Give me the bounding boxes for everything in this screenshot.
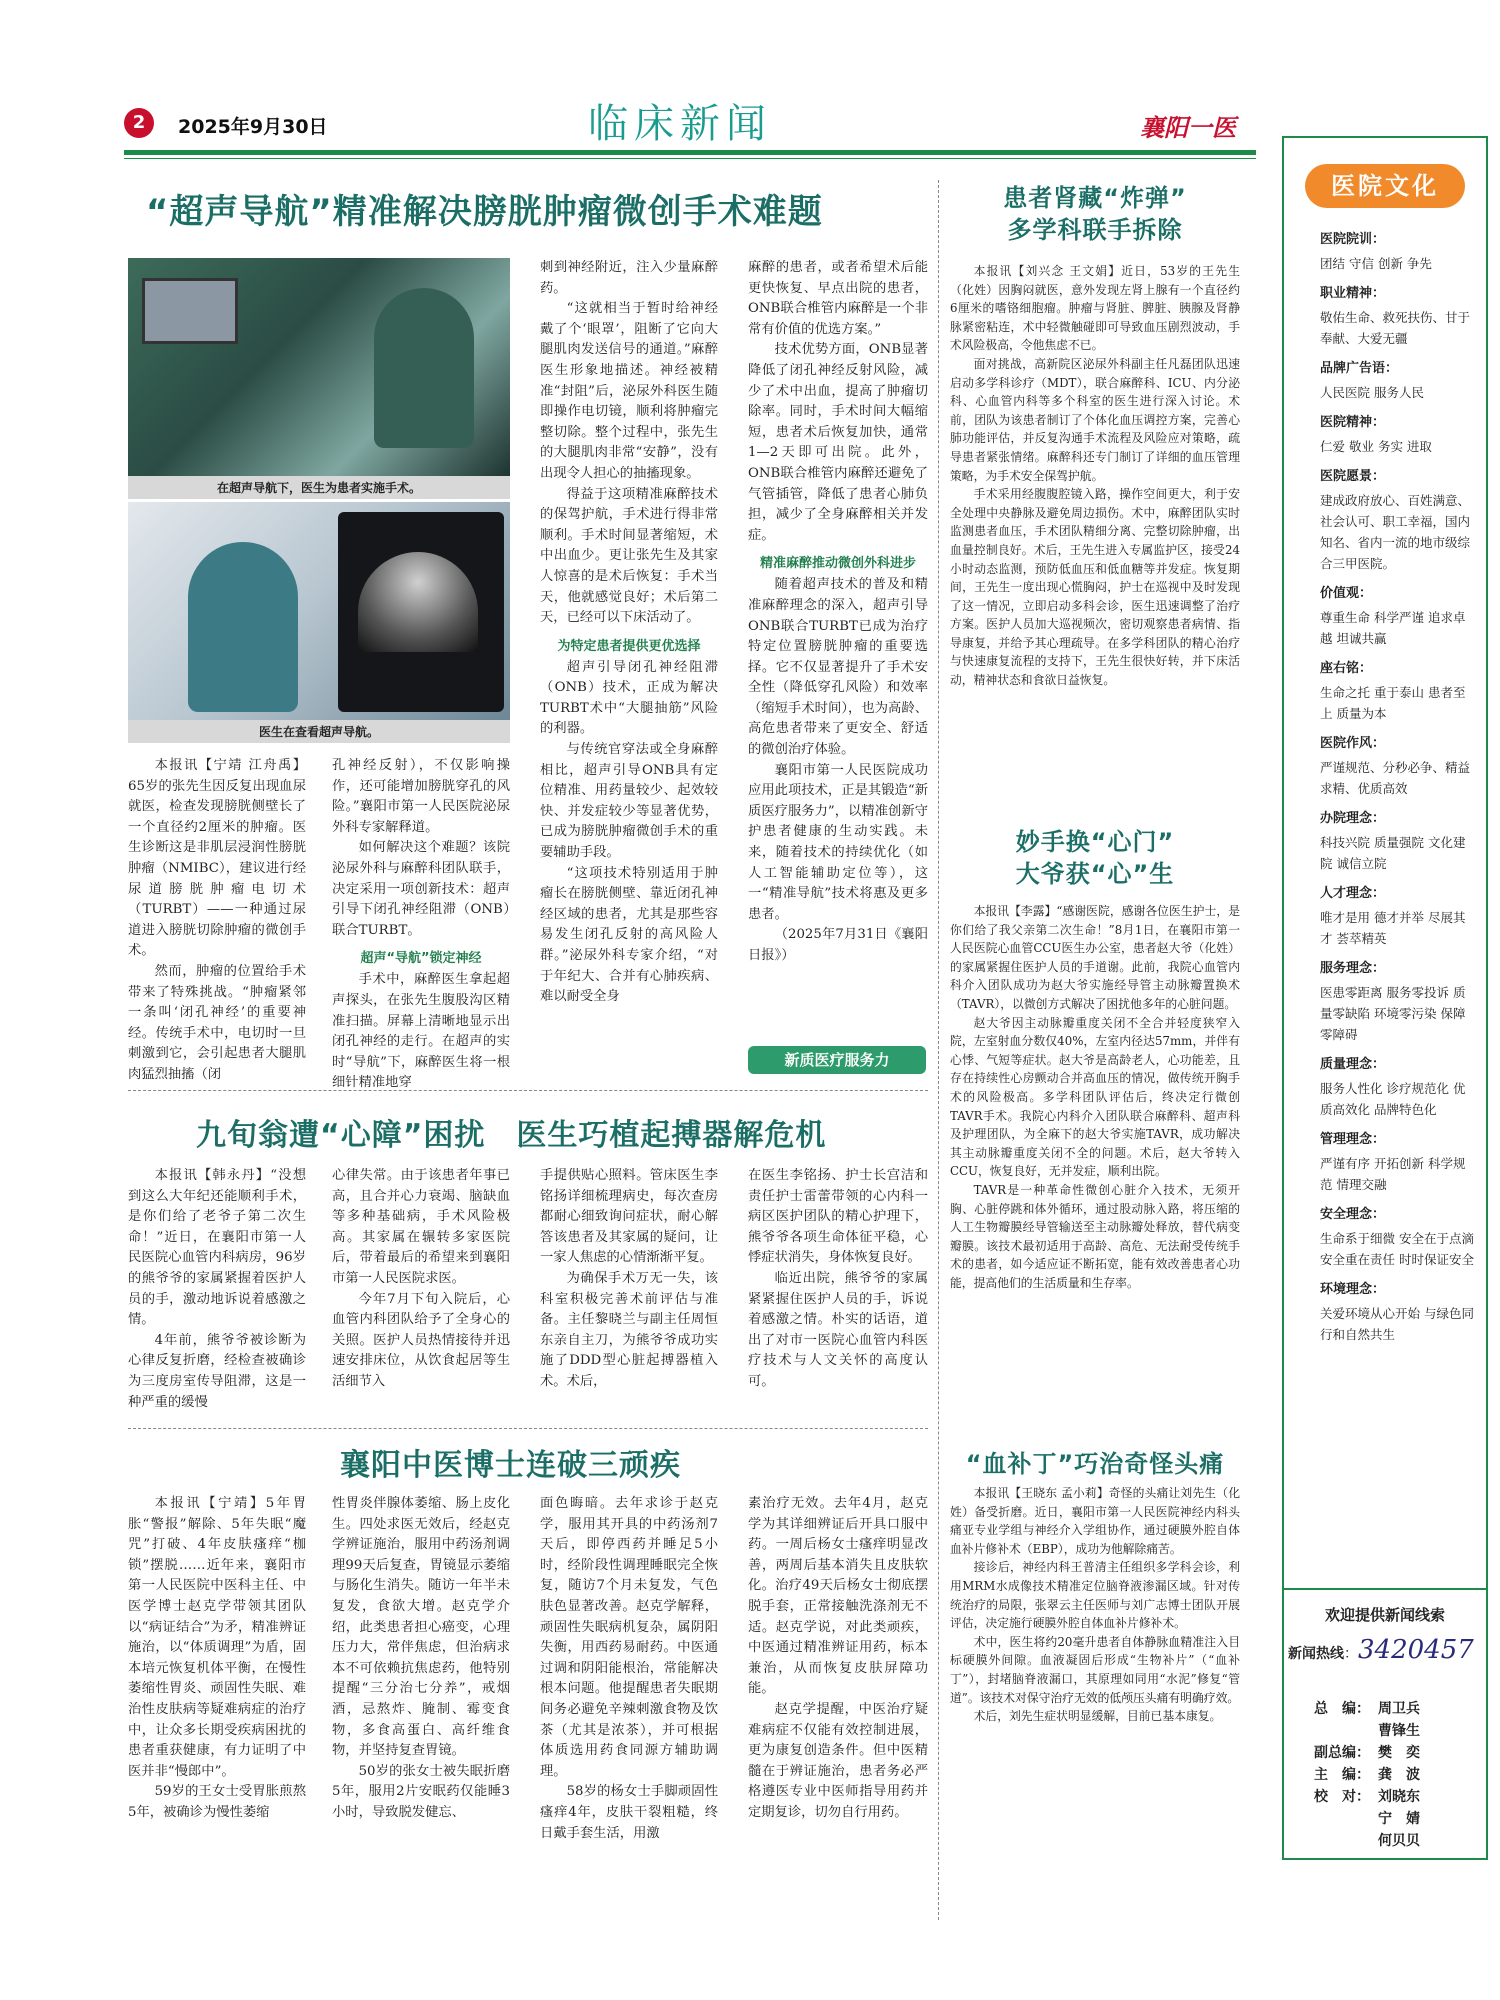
paragraph: 心律失常。由于该患者年事已高，且合并心力衰竭、脑缺血等多种基础病，手术风险极高。其家属在辗转多家医院后，带着最后的希望来到襄阳市第一人民医院求医。 [332,1168,510,1286]
header-rule-thin [124,158,1256,159]
sidebar-heading [1305,164,1465,208]
culture-item-text: 建成政府放心、百姓满意、社会认可、职工幸福，国内知名、省内一流的地市级综合三甲医院。 [1320,493,1471,571]
culture-item [1284,1053,1486,1120]
culture-item [1284,411,1486,457]
paragraph: 技术优势方面，ONB显著降低了闭孔神经反射风险，减少了术中出血，提高了肿瘤切除率。同时，手术时间大幅缩短，患者术后恢复加快，通常1—2天即可出院。此外，ONB联合椎管内麻醉还避免了气管插管，降低了患者心肺负担，减少了全身麻醉相关并发症。 [748,342,928,543]
staff-name: 龚 波 [1378,1767,1420,1783]
culture-item-title: 医院愿景： [1320,469,1386,484]
culture-item-title: 医院院训： [1320,232,1386,247]
paragraph: 术中，医生将约20毫升患者自体静脉血精准注入目标硬膜外间隙。血液凝固后形成“生物补片”（“血补丁”），封堵脑脊液漏口，其原理如同用“水泥”修复“管道”。该技术对保守治疗无效的低颅压头痛有明确疗效。 [950,1634,1240,1705]
paragraph: 接诊后，神经内科王普清主任组织多学科会诊，利用MRM水成像技术精准定位脑脊液渗漏区域。针对传统治疗的局限，张翠云主任医师与刘广志博士团队开展评估，决定施行硬膜外腔自体血补片修补术。 [950,1560,1240,1631]
article3-col4 [748,1494,928,1824]
staff-role: 总 编： [1314,1701,1370,1717]
paragraph: 孔神经反射），不仅影响操作，还可能增加膀胱穿孔的风险。”襄阳市第一人民医院泌尿外科专家解释道。 [332,758,510,835]
article1-title: “超声导航”精准解决膀胱肿瘤微创手术难题 [146,192,823,232]
subheading: 超声“导航”锁定神经 [360,951,482,967]
staff-name: 曹锋生 [1378,1723,1420,1739]
paragraph: 襄阳市第一人民医院成功应用此项技术，正是其锻造“新质医疗服务力”，以精准创新守护患者健康的生动实践。未来，随着技术的持续优化（如人工智能辅助定位等），这一“精准导航”技术将惠及更多患者。 [748,762,928,922]
article1-col2 [332,756,510,1094]
paragraph: 58岁的杨女士手脚顽固性瘙痒4年，皮肤干裂粗糙，终日戴手套生活，用激 [540,1784,718,1841]
subheading: 为特定患者提供更优选择 [557,638,701,654]
culture-item [1284,732,1486,799]
staff-name: 刘晓东 [1378,1789,1420,1805]
article6-title: “血补丁”巧治奇怪头痛 [965,1450,1225,1478]
photo2 [128,502,510,746]
article2-col1 [128,1166,306,1413]
culture-item-text: 生命之托 重于泰山 患者至上 质量为本 [1320,685,1466,721]
culture-item [1284,1278,1486,1345]
culture-item-title: 环境理念： [1320,1282,1386,1297]
welcome-text: 欢迎提供新闻线索 [1324,1606,1445,1624]
page-number: 2 [132,112,146,133]
culture-item-title: 医院精神： [1320,415,1386,430]
header-rule [124,150,1256,155]
article5-title-line2: 大爷获“心”生 [1015,860,1175,888]
surgery-photo [128,258,510,476]
culture-item-text: 关爱环境从心开始 与绿色同行和自然共生 [1320,1306,1474,1342]
culture-item-text: 医患零距离 服务零投诉 质量零缺陷 环境零污染 保障零障碍 [1320,985,1466,1042]
paragraph: 赵大爷因主动脉瓣重度关闭不全合并轻度狭窄入院，左室射血分数仅40%，左室内径达57mm，并伴有心悸、气短等症状。赵大爷是高龄老人，心功能差，且存在持续性心房颤动合并高血压的情况，做传统开胸手术的风险极高。多学科团队评估后，终决定行微创TAVR手术。我院心内科介入团队联合麻醉科、超声科及护理团队，为全麻下的赵大爷实施TAVR，成功解决其主动脉瓣重度关闭不全的问题。术后，赵大爷转入CCU，恢复良好，无并发症，顺利出院。 [950,1015,1240,1179]
hotline-number: 3420457 [1358,1635,1474,1665]
article3-title: 襄阳中医博士连破三顽疾 [340,1448,681,1483]
paragraph: （2025年7月31日《襄阳日报》） [748,927,928,963]
culture-item-text: 仁爱 敬业 务实 进取 [1320,439,1432,454]
article1-col1 [128,756,306,1086]
culture-item-title: 服务理念： [1320,961,1386,976]
staff-row [1314,1698,1484,1720]
staff-role: 主 编： [1314,1767,1370,1783]
paragraph: 本报讯【宁靖 江舟禹】65岁的张先生因反复出现血尿就医，检查发现膀胱侧壁长了一个直径约2厘米的肿瘤。医生诊断这是非肌层浸润性膀胱肿瘤（NMIBC），建议进行经尿道膀胱肿瘤电切术（TURBT）——一种通过尿道进入膀胱切除肿瘤的微创手术。 [128,758,306,959]
culture-item-text: 唯才是用 德才并举 尽展其才 荟萃精英 [1320,910,1466,946]
paragraph: 手术采用经腹腹腔镜入路，操作空间更大，利于安全处理中央静脉及避免周边损伤。术中，麻醉团队实时监测患者血压，手术团队精细分离、完整切除肿瘤，出血量控制良好。术后，王先生进入专属监护区，接受24小时动态监测，预防低血压和低血糖等并发症。恢复期间，王先生一度出现心慌胸闷，护士在巡视中及时发现了这一情况，立即启动多科会诊，医生迅速调整了治疗方案。医护人员加大巡视频次，密切观察患者病情、指导康复，并给予其心理疏导。在多学科团队的精心治疗与快速康复流程的支持下，王先生很快好转，并下床活动，精神状态和食欲日益恢复。 [950,487,1240,688]
paragraph: 赵克学提醒，中医治疗疑难病症不仅能有效控制进展，更为康复创造条件。但中医精髓在于辨证施治，患者务必严格遵医专业中医师指导用药并定期复诊，切勿自行用药。 [748,1701,928,1820]
article5-title-line1: 妙手换“心门” [1015,828,1175,856]
paragraph: 本报讯【韩永丹】“没想到这么大年纪还能顺利手术，是你们给了老爷子第二次生命！”近日，在襄阳市第一人民医院心血管内科病房，96岁的熊爷爷的家属紧握着医护人员的手，激动地诉说着感激之情。 [128,1168,306,1328]
paragraph: 在医生李铭扬、护士长宫洁和责任护士雷蕾带领的心内科一病区医护团队的精心护理下，熊爷爷各项生命体征平稳，心悸症状消失，身体恢复良好。 [748,1168,928,1266]
culture-item [1284,1128,1486,1195]
article2-col4 [748,1166,928,1393]
staff-row [1314,1764,1484,1786]
culture-item [1284,465,1486,574]
culture-item-title: 办院理念： [1320,811,1386,826]
culture-item-text: 生命系于细微 安全在于点滴 安全重在责任 时时保证安全 [1320,1231,1474,1267]
culture-item-title: 价值观： [1320,586,1373,601]
culture-item-title: 医院作风： [1320,736,1386,751]
ultrasound-photo [128,502,510,720]
article4-title [950,182,1240,246]
article1-col3 [540,258,718,1008]
article2-col2 [332,1166,510,1393]
article4-title-line1: 患者肾藏“炸弹” [1003,184,1187,212]
article4-title-line2: 多学科联手拆除 [1007,216,1183,244]
culture-item-title: 管理理念： [1320,1132,1386,1147]
culture-item-title: 品牌广告语： [1320,361,1399,376]
article4-body [950,262,1240,690]
paragraph: 临近出院，熊爷爷的家属紧紧握住医护人员的手，诉说着感激之情。朴实的话语，道出了对市一医院心血管内科医疗技术与人文关怀的高度认可。 [748,1270,928,1389]
paragraph: 超声引导闭孔神经阻滞（ONB）技术，正成为解决TURBT术中“大腿抽筋”风险的利器。 [540,659,718,737]
culture-item-text: 严谨有序 开拓创新 科学规范 情理交融 [1320,1156,1466,1192]
paragraph: 术后，刘先生症状明显缓解，目前已基本康复。 [973,1709,1222,1724]
culture-item-text: 人民医院 服务人民 [1320,385,1424,400]
paragraph: 面对挑战，高新院区泌尿外科副主任凡磊团队迅速启动多学科诊疗（MDT），联合麻醉科、ICU、内分泌科、心血管内科等多个科室的医生进行深入讨论。术前，团队为该患者制订了个体化血压调控方案，完善心肺功能评估，并反复沟通手术流程及风险应对策略，疏导患者紧张情绪。麻醉科还专门制订了详细的血压管理策略，为手术安全保驾护航。 [950,356,1240,483]
staff-list [1314,1698,1484,1852]
culture-item [1284,882,1486,949]
paragraph: 手提供贴心照料。管床医生李铭扬详细梳理病史，每次查房都耐心细致询问症状，耐心解答该患者及其家属的疑问，让一家人焦虑的心情渐渐平复。 [540,1168,718,1266]
culture-item [1284,807,1486,874]
paragraph: 今年7月下旬入院后，心血管内科团队给予了全身心的关照。医护人员热情接待并迅速安排床位，从饮食起居等生活细节入 [332,1291,510,1389]
culture-item [1284,357,1486,403]
paragraph: 59岁的王女士受胃胀煎熬5年，被确诊为慢性萎缩 [128,1784,306,1820]
staff-row [1314,1720,1484,1742]
culture-item-text: 科技兴院 质量强院 文化建院 诚信立院 [1320,835,1466,871]
hotline-label: 新闻热线 [1288,1646,1344,1662]
article3-col1 [128,1494,306,1824]
page-number-badge [124,108,154,138]
paragraph: 与传统官穿法或全身麻醉相比，超声引导ONB具有定位精准、用药量较少、起效较快、并发症较少等显著优势，已成为膀胱肿瘤微创手术的重要辅助手段。 [540,742,718,861]
paragraph: 然而，肿瘤的位置给手术带来了特殊挑战。“肿瘤紧邻一条叫‘闭孔神经’的重要神经。传统手术中，电切时一旦刺激到它，会引起患者大腿肌肉猛烈抽搐（闭 [128,963,306,1082]
paragraph: 本报讯【李露】“感谢医院，感谢各位医生护士，是你们给了我父亲第二次生命！”8月1日，在襄阳市第一人民医院心血管CCU医生办公室，患者赵大爷（化姓）的家属紧握住医护人员的手道谢。此前，我院心血管内科介入团队成功为赵大爷实施经导管主动脉瓣置换术（TAVR），以微创方式解决了困扰他多年的心脏问题。 [950,904,1240,1011]
culture-item-title: 质量理念： [1320,1057,1386,1072]
paragraph: 如何解决这个难题？该院泌尿外科与麻醉科团队联手，决定采用一项创新技术：超声引导下闭孔神经阻滞（ONB）联合TURBT。 [332,840,510,938]
culture-item-title: 座右铭： [1320,661,1373,676]
service-badge: 新质医疗服务力 [748,1046,926,1074]
staff-row [1314,1808,1484,1830]
article1-col4 [748,258,928,967]
culture-item-title: 安全理念： [1320,1207,1386,1222]
paragraph: 本报讯【刘兴念 王文娟】近日，53岁的王先生（化姓）因胸闷就医，意外发现左肾上腺有一个直径约6厘米的嗜铬细胞瘤。肿瘤与肾脏、脾脏、胰腺及肾静脉紧密粘连，术中轻微触碰即可导致血压剧烈波动，手术风险极高，令他焦虑不已。 [950,264,1240,353]
staff-name: 周卫兵 [1378,1701,1420,1717]
article3-col3 [540,1494,718,1844]
article5-title [950,826,1240,890]
paragraph: 面色晦暗。去年求诊于赵克学，服用其开具的中药汤剂7天后，即停西药并睡足5小时，经阶段性调理睡眠完全恢复，随访7个月未复发，气色肤色显著改善。赵克学解释，顽固性失眠病机复杂，属阴阳失衡，用西药易耐药。中医通过调和阴阳能根治，常能解决根本问题。他提醒患者失眠期间务必避免辛辣刺激食物及饮茶（尤其是浓茶），并可根据体质选用药食同源方辅助调理。 [540,1496,718,1779]
culture-item [1284,957,1486,1045]
hotline-row: 新闻热线：3420457 [1288,1635,1474,1665]
sidebar-heading-text: 医院文化 [1331,172,1439,200]
staff-row [1314,1830,1484,1852]
sidebar-items [1284,228,1486,1345]
photo1-caption: 在超声导航下，医生为患者实施手术。 [128,476,510,499]
paragraph: 手术中，麻醉医生拿起超声探头，在张先生腹股沟区精准扫描。屏幕上清晰地显示出闭孔神经的走行。在超声的实时“导航”下，麻醉医生将一根细针精准地穿 [332,972,510,1091]
subheading: 精准麻醉推动微创外科进步 [759,556,916,572]
paragraph: 得益于这项精准麻醉技术的保驾护航，手术进行得非常顺利。手术时间显著缩短，术中出血少。更让张先生及其家人惊喜的是术后恢复：手术当天，他就感觉良好；术后第二天，已经可以下床活动了。 [540,486,718,626]
culture-item [1284,282,1486,349]
staff-row [1314,1786,1484,1808]
photo2-caption: 医生在查看超声导航。 [128,720,510,743]
news-hotline-box [1284,1588,1486,1665]
culture-item [1284,1203,1486,1270]
photo1 [128,258,510,502]
paragraph: 刺到神经附近，注入少量麻醉药。 [540,260,718,296]
paragraph: “这项技术特别适用于肿瘤长在膀胱侧壁、靠近闭孔神经区域的患者，尤其是那些容易发生闭孔反射的高风险人群。”泌尿外科专家介绍，“对于年纪大、合并有心肺疾病、难以耐受全身 [540,865,718,1005]
culture-item-text: 服务人性化 诊疗规范化 优质高效化 品牌特色化 [1320,1081,1466,1117]
column-divider [938,180,939,1920]
paragraph: 4年前，熊爷爷被诊断为心律反复折磨，经检查被确诊为三度房室传导阻滞，这是一种严重的缓慢 [128,1332,306,1410]
staff-name: 何贝贝 [1378,1833,1420,1849]
article3-col2 [332,1494,510,1824]
culture-sidebar [1282,136,1488,1860]
article2-title: 九旬翁遭“心障”困扰 医生巧植起搏器解危机 [196,1118,827,1153]
culture-item-text: 尊重生命 科学严谨 追求卓越 坦诚共赢 [1320,610,1466,646]
staff-role: 副总编： [1314,1745,1370,1761]
culture-item-text: 团结 守信 创新 争先 [1320,256,1432,271]
paragraph: 本报讯【宁靖】5年胃胀“警报”解除、5年失眠“魔咒”打破、4年皮肤瘙痒“枷锁”摆脱……近年来，襄阳市第一人民医院中医科主任、中医学博士赵克学带领其团队以“病证结合”为矛，精准辨证施治，以“体质调理”为盾，固本培元恢复机体平衡，在慢性萎缩性胃炎、顽固性失眠、难治性皮肤病等疑难病症的治疗中，让众多长期受疾病困扰的患者重获健康，有力证明了中医并非“慢郎中”。 [128,1496,306,1779]
staff-name: 樊 奕 [1378,1745,1420,1761]
culture-item-title: 职业精神： [1320,286,1386,301]
culture-item-title: 人才理念： [1320,886,1386,901]
staff-row [1314,1742,1484,1764]
article-divider [128,1428,928,1429]
culture-item-text: 敬佑生命、救死扶伤、甘于奉献、大爱无疆 [1320,310,1471,346]
culture-item [1284,228,1486,274]
article6-body [950,1484,1240,1726]
section-title: 临床新闻 [588,101,772,147]
paragraph: 素治疗无效。去年4月，赵克学为其详细辨证后开具口服中药。一周后杨女士瘙痒明显改善，两周后基本消失且皮肤软化。治疗49天后杨女士彻底摆脱手套，正常接触洗涤剂无不适。赵克学说，对此类顽疾，中医通过精准辨证用药，标本兼治，从而恢复皮肤屏障功能。 [748,1496,928,1697]
paragraph: TAVR是一种革命性微创心脏介入技术，无须开胸、心脏停跳和体外循环，通过股动脉入路，将压缩的人工生物瓣膜经导管输送至主动脉瓣处释放，替代病变瓣膜。该技术最初适用于高龄、高危、无法耐受传统手术的患者，如今适应证不断拓宽，能有效改善患者心功能，提高他们的生活质量和生存率。 [950,1182,1240,1290]
staff-name: 宁 婧 [1378,1811,1420,1827]
brand-logo: 襄阳一医 [1140,113,1236,142]
culture-item-text: 严谨规范、分秒必争、精益求精、优质高效 [1320,760,1471,796]
article2-col3 [540,1166,718,1393]
paragraph: 本报讯【王晓东 孟小莉】奇怪的头痛让刘先生（化姓）备受折磨。近日，襄阳市第一人民医院神经内科头痛亚专业学组与神经介入学组协作，通过硬膜外腔自体血补片修补术（EBP），成功为他解除痛苦。 [950,1486,1240,1556]
paragraph: “这就相当于暂时给神经戴了个‘眼罩’，阻断了它向大腿肌肉发送信号的通道。”麻醉医生形象地描述。神经被精准“封阻”后，泌尿外科医生随即操作电切镜，顺利将肿瘤完整切除。整个过程中，张先生的大腿肌肉非常“安静”，没有出现令人担心的抽搐现象。 [540,301,718,481]
culture-item [1284,657,1486,724]
paragraph: 50岁的张女士被失眠折磨5年，服用2片安眠药仅能睡3小时，导致脱发健忘、 [332,1763,510,1820]
culture-item [1284,582,1486,649]
staff-role: 校 对： [1314,1789,1370,1805]
article5-body [950,902,1240,1292]
issue-date: 2025年9月30日 [178,116,328,138]
paragraph: 随着超声技术的普及和精准麻醉理念的深入，超声引导ONB联合TURBT已成为治疗特定位置膀胱肿瘤的重要选择。它不仅显著提升了手术安全性（降低穿孔风险）和效率（缩短手术时间），也为高龄、高危患者带来了更安全、舒适的微创治疗体验。 [748,577,928,758]
article-divider [128,1090,928,1091]
paragraph: 麻醉的患者，或者希望术后能更快恢复、早点出院的患者，ONB联合椎管内麻醉是一个非常有价值的优选方案。” [748,260,928,337]
paragraph: 为确保手术万无一失，该科室积极完善术前评估与准备。主任黎晓兰与副主任周恒东亲自主刀，为熊爷爷成功实施了DDD型心脏起搏器植入术。术后， [540,1270,718,1389]
paragraph: 性胃炎伴腺体萎缩、肠上皮化生。四处求医无效后，经赵克学辨证施治，服用中药汤剂调理99天后复查，胃镜显示萎缩与肠化生消失。随访一年半未复发，食欲大增。赵克学介绍，此类患者担心癌变，心理压力大，常伴焦虑，但治病求本不可依赖抗焦虑药，他特别提醒“三分治七分养”，戒烟酒，忌熬炸、腌制、霉变食物，多食高蛋白、高纤维食物，并坚持复查胃镜。 [332,1496,510,1759]
